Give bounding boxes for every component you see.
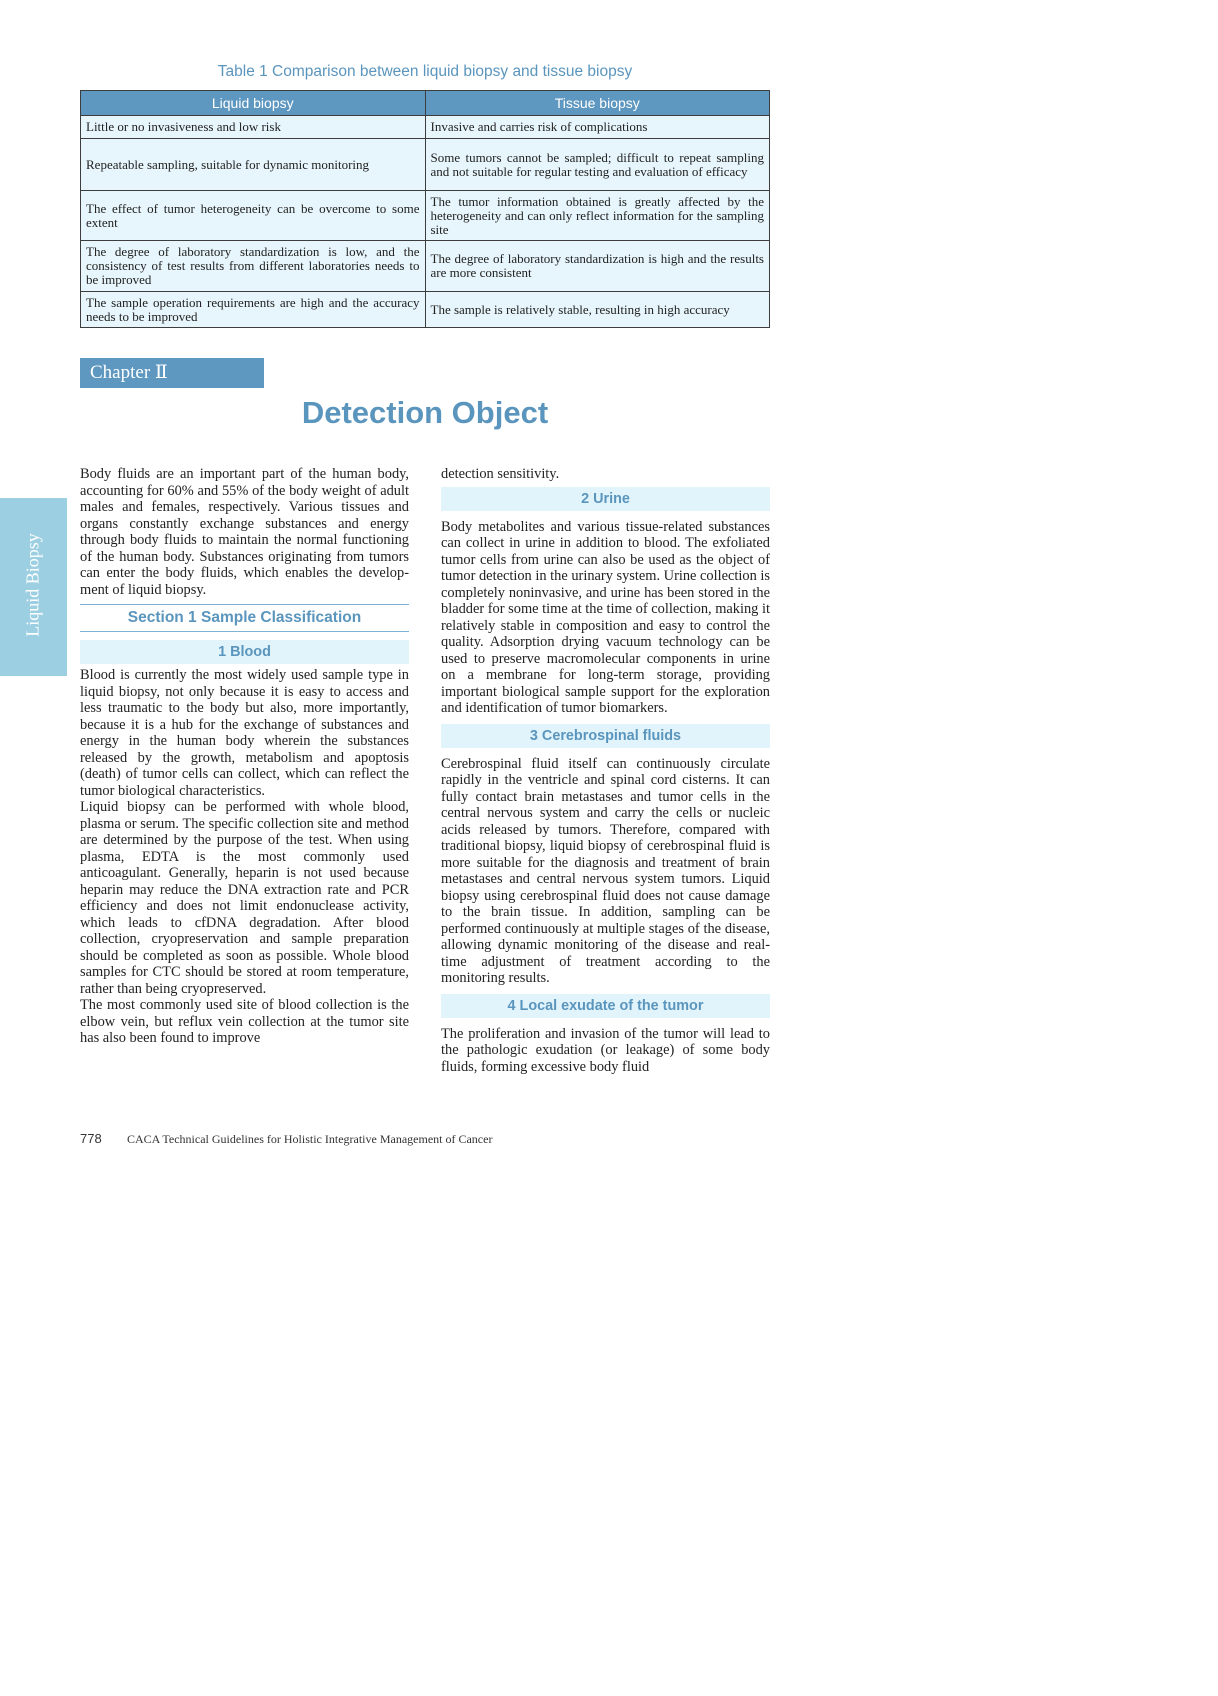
exudate-paragraph: The proliferation and invasion of the tumor will lead to the pathologic exudation (or leakage) of some body fluids, forming excessive body fluid bbox=[441, 1025, 770, 1075]
table-cell: The sample operation requirements are high and the accuracy needs to be improved bbox=[81, 292, 426, 328]
left-column bbox=[80, 466, 409, 1047]
table-cell: Invasive and carries risk of complications bbox=[425, 116, 770, 139]
table-header-cell: Tissue biopsy bbox=[425, 91, 770, 116]
table-cell: The tumor information obtained is greatly affected by the heterogeneity and can only reflect information for the sampling site bbox=[425, 191, 770, 241]
table-cell: Some tumors cannot be sampled; difficult to repeat sampling and not suitable for regular testing and evaluation of efficacy bbox=[425, 139, 770, 191]
table-cell: The sample is relatively stable, resulting in high accuracy bbox=[425, 292, 770, 328]
table-row bbox=[81, 292, 770, 328]
subsection-heading-urine: 2 Urine bbox=[441, 487, 770, 511]
table-header-row bbox=[81, 91, 770, 116]
blood-paragraph-3: The most commonly used site of blood collection is the elbow vein, but reflux vein collection at the tumor site has also been found to improve bbox=[80, 997, 409, 1046]
page-footer bbox=[80, 1131, 492, 1147]
running-title: CACA Technical Guidelines for Holistic Integrative Management of Cancer bbox=[126, 1132, 493, 1146]
section-heading: Section 1 Sample Classification bbox=[80, 604, 409, 632]
intro-paragraph: Body fluids are an important part of the human body, accounting for 60% and 55% of the body weight of adult males and females, respectively. Various tissues and organs constantly exchange substances and energy through body fluids to maintain the normal functioning of the human body. Substances originating from tumors can enter the body fluids, which enables the development of liquid biopsy. bbox=[80, 466, 409, 598]
table-row bbox=[81, 191, 770, 241]
continuation-paragraph: detection sensitivity. bbox=[441, 466, 560, 482]
side-tab-label: Liquid Biopsy bbox=[22, 533, 43, 637]
subsection-heading-exudate: 4 Local exudate of the tumor bbox=[441, 994, 770, 1018]
table-cell: The degree of laboratory standardization is high and the results are more consistent bbox=[425, 241, 770, 292]
chapter-label: Chapter Ⅱ bbox=[80, 358, 264, 388]
table-cell: The degree of laboratory standardization is low, and the consistency of test results from different laboratories needs to be improved bbox=[81, 241, 426, 292]
table-row bbox=[81, 116, 770, 139]
side-tab bbox=[0, 498, 67, 676]
table-row bbox=[81, 139, 770, 191]
blood-paragraph-1: Blood is currently the most widely used sample type in liquid biopsy, not only because it is easy to access and less traumatic to the body but also, more importantly, because it is a hub for the exchange of substances and energy in the human body wherein the substances released by the growth, metabolism and apoptosis (death) of tumor cells can collect, which can reflect the tumor biological characteristics. bbox=[80, 667, 409, 799]
table-cell: Repeatable sampling, suitable for dynamic monitoring bbox=[81, 139, 426, 191]
chapter-title: Detection Object bbox=[301, 395, 549, 430]
table-header-cell: Liquid biopsy bbox=[81, 91, 426, 116]
table-cell: Little or no invasiveness and low risk bbox=[81, 116, 426, 139]
subsection-heading-blood: 1 Blood bbox=[80, 640, 409, 664]
subsection-heading-csf: 3 Cerebrospinal fluids bbox=[441, 724, 770, 748]
blood-paragraph-2: Liquid biopsy can be performed with whole blood, plasma or serum. The specific collection site and method are determined by the purpose of the test. When using plasma, EDTA is the most commonly used anticoagulant. Generally, heparin is not used because heparin may reduce the DNA extraction rate and PCR efficiency and does not limit endonuclease activity, which leads to cfDNA degradation. After blood collection, cryopreservation and sample preparation should be completed as soon as possible. Whole blood samples for CTC should be stored at room temperature, rather than being cryopreserved. bbox=[80, 799, 409, 997]
table-row bbox=[81, 241, 770, 292]
comparison-table bbox=[80, 90, 770, 328]
table-cell: The effect of tumor heterogeneity can be overcome to some extent bbox=[81, 191, 426, 241]
urine-paragraph: Body metabolites and various tissue-related substances can collect in urine in addition to blood. The exfoliated tumor cells from urine can also be used as the object of tumor detection in the urinary system. Urine collection is completely noninvasive, and urine has been stored in the bladder for some time at the time of collection, making it relatively stable in composition and easy to control the quality. Adsorption drying vacuum technology can be used to preserve macromolecular components in urine on a membrane for long-term storage, providing important biological sample support for the exploration and identification of tumor biomarkers. bbox=[441, 518, 770, 716]
table-caption: Table 1 Comparison between liquid biopsy and tissue biopsy bbox=[217, 63, 633, 80]
page-number: 778 bbox=[80, 1131, 102, 1146]
csf-paragraph: Cerebrospinal fluid itself can continuously circulate rapidly in the ventricle and spinal cord cisterns. It can fully contact brain metastases and tumor cells in the central nervous system and carry the cells or nucleic acids released by tumors. Therefore, compared with traditional biopsy, liquid biopsy of cerebrospinal fluid is more suitable for the diagnosis and treatment of brain metastases and central nervous system tumors. Liquid biopsy using cerebrospinal fluid does not cause damage to the brain tissue. In addition, sampling can be performed continuously at multiple stages of the disease, allowing dynamic monitoring of the disease and real-time adjustment of treatment according to the monitoring results. bbox=[441, 755, 770, 986]
right-column bbox=[441, 466, 770, 1075]
